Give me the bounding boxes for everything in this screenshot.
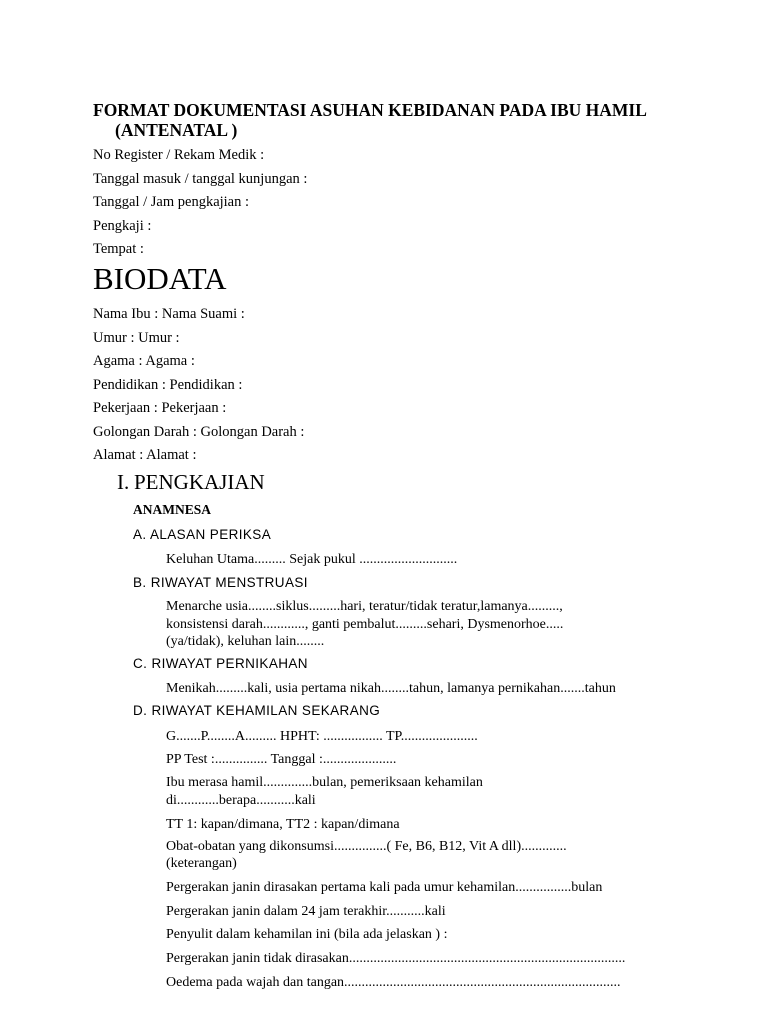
field-golongan-darah: Golongan Darah : Golongan Darah :	[93, 423, 305, 440]
field-tempat: Tempat :	[93, 241, 144, 257]
item-gpa-hpht: G.......P........A......... HPHT: ................. TP......................	[166, 729, 478, 744]
item-pergerakan-pertama: Pergerakan janin dirasakan pertama kali pada umur kehamilan................bulan	[166, 880, 603, 895]
item-menarche-line-1: Menarche usia........siklus.........hari, teratur/tidak teratur,lamanya.........,	[166, 599, 563, 614]
item-menarche-line-2: konsistensi darah............, ganti pembalut.........sehari, Dysmenorhoe.....	[166, 617, 564, 632]
item-menikah: Menikah.........kali, usia pertama nikah........tahun, lamanya pernikahan.......tahun	[166, 681, 616, 696]
item-menarche-line-3: (ya/tidak), keluhan lain........	[166, 634, 325, 649]
item-keterangan: (keterangan)	[166, 856, 237, 871]
field-tanggal-masuk: Tanggal masuk / tanggal kunjungan :	[93, 170, 308, 187]
item-penyulit: Penyulit dalam kehamilan ini (bila ada jelaskan ) :	[166, 927, 448, 942]
item-ibu-merasa-hamil: Ibu merasa hamil..............bulan, pemeriksaan kehamilan	[166, 775, 483, 790]
item-pergerakan-tidak-dirasakan: Pergerakan janin tidak dirasakan...............................................................................	[166, 951, 626, 966]
subsection-riwayat-pernikahan: C. RIWAYAT PERNIKAHAN	[133, 656, 308, 671]
subsection-riwayat-menstruasi: B. RIWAYAT MENSTRUASI	[133, 575, 308, 590]
item-obat-obatan: Obat-obatan yang dikonsumsi...............( Fe, B6, B12, Vit A dll).............	[166, 839, 567, 854]
item-pergerakan-24-jam: Pergerakan janin dalam 24 jam terakhir...........kali	[166, 904, 446, 919]
field-alamat: Alamat : Alamat :	[93, 447, 197, 463]
item-pp-test: PP Test :............... Tanggal :.....................	[166, 752, 397, 767]
field-no-register: No Register / Rekam Medik :	[93, 147, 265, 163]
section-title: PENGKAJIAN	[134, 470, 265, 494]
subsection-riwayat-kehamilan: D. RIWAYAT KEHAMILAN SEKARANG	[133, 703, 381, 718]
document-title	[93, 100, 647, 140]
field-pekerjaan: Pekerjaan : Pekerjaan :	[93, 400, 227, 416]
item-keluhan-utama: Keluhan Utama......... Sejak pukul ............................	[166, 552, 458, 567]
item-tt: TT 1: kapan/dimana, TT2 : kapan/dimana	[166, 817, 400, 832]
field-agama: Agama : Agama :	[93, 353, 195, 369]
field-tanggal-jam-pengkajian: Tanggal / Jam pengkajian :	[93, 194, 250, 210]
meta-fields	[93, 146, 307, 264]
subsection-alasan-periksa: A. ALASAN PERIKSA	[133, 527, 272, 542]
section-pengkajian-heading	[117, 469, 265, 495]
anamnesa-heading: ANAMNESA	[133, 502, 212, 517]
item-pemeriksaan-kali: di............berapa...........kali	[166, 793, 316, 808]
item-oedema: Oedema pada wajah dan tangan...............................................................................	[166, 975, 621, 990]
field-umur: Umur : Umur :	[93, 329, 180, 346]
biodata-heading: BIODATA	[93, 261, 227, 296]
title-line-1: FORMAT DOKUMENTASI ASUHAN KEBIDANAN PADA IBU HAMIL	[93, 100, 647, 120]
title-line-2: (ANTENATAL )	[115, 120, 238, 140]
section-number: I.	[117, 470, 130, 494]
field-pengkaji: Pengkaji :	[93, 217, 152, 234]
biodata-fields	[93, 305, 304, 470]
field-pendidikan: Pendidikan : Pendidikan :	[93, 376, 243, 393]
field-nama: Nama Ibu : Nama Suami :	[93, 306, 245, 322]
